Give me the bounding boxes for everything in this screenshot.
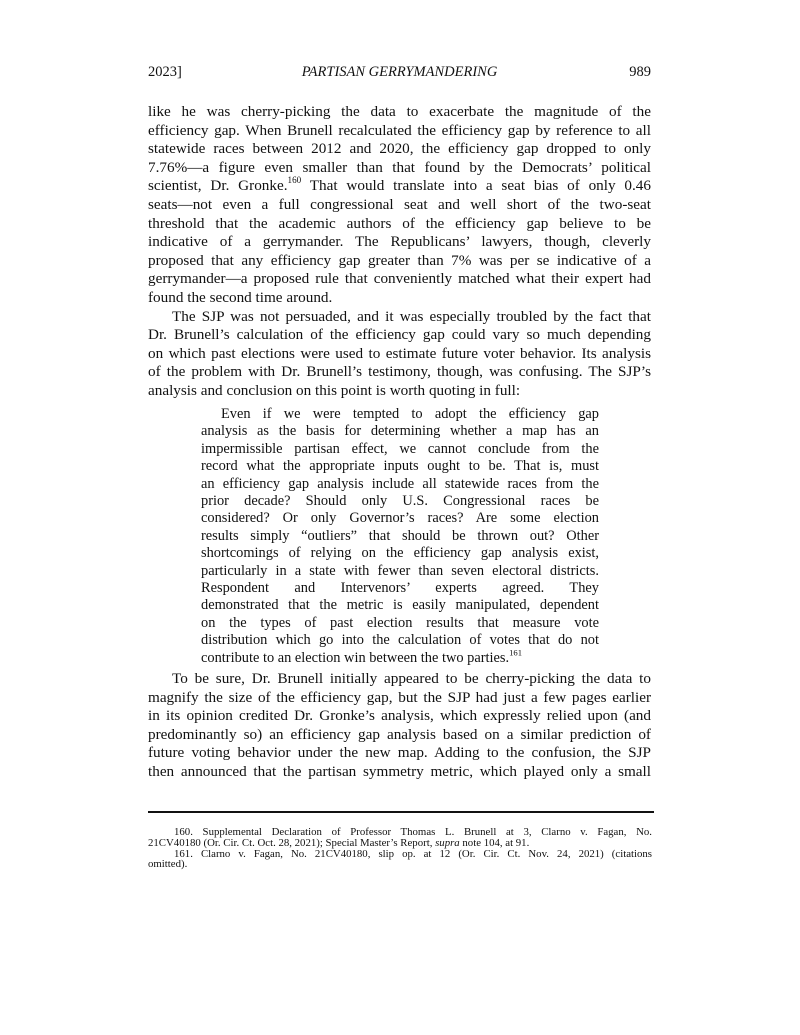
text-line: then announced that the partisan symmetry metric, which played only a small: [148, 762, 651, 780]
text-line: on which past elections were used to estimate future voter behavior. Its analysis: [148, 344, 651, 362]
text-line: efficiency gap. When Brunell recalculated the efficiency gap by reference to all: [148, 121, 651, 139]
paragraph: [148, 308, 651, 401]
text-line: particularly in a state with fewer than seven electoral districts.: [201, 562, 599, 579]
text-line: Dr. Brunell’s calculation of the efficiency gap could vary so much depending: [148, 326, 651, 344]
text-line: The SJP was not persuaded, and it was especially troubled by the fact that: [172, 307, 651, 325]
text-line: threshold that the academic authors of the efficiency gap believe to be: [148, 214, 651, 232]
text-line: gerrymander—a proposed rule that conveniently matched what their expert had: [148, 270, 651, 288]
header-volume-year: 2023]: [148, 64, 182, 80]
text-line: Respondent and Intervenors’ experts agreed. They: [201, 580, 599, 597]
text-line: an efficiency gap analysis include all statewide races from the: [201, 475, 599, 492]
text-line: future voting behavior under the new map. Adding to the confusion, the SJP: [148, 744, 651, 762]
text-line: found the second time around.: [148, 288, 333, 306]
running-header: [148, 63, 651, 81]
body-text: [148, 103, 651, 401]
text-line: To be sure, Dr. Brunell initially appeared to be cherry-picking the data to: [172, 670, 651, 687]
footnote-reference[interactable]: 160: [287, 175, 302, 186]
text-line: results simply “outliers” that should be thrown out? Other: [201, 527, 599, 544]
text-line: record what the appropriate inputs ought to be. That is, must: [201, 458, 599, 475]
text-line: proposed that any efficiency gap greater than 7% was per se indicative of a: [148, 251, 651, 269]
footnote: [148, 827, 652, 849]
text-line: analysis and conclusion on this point is worth quoting in full:: [148, 381, 521, 399]
text-line: distribution which go into the calculation of votes that do not: [201, 632, 599, 649]
text-line: 161. Clarno v. Fagan, No. 21CV40180, slip op. at 12 (Or. Cir. Ct. Nov. 24, 2021) (citations: [174, 847, 652, 860]
paragraph: [148, 103, 651, 308]
text-line: shortcomings of relying on the efficiency gap analysis exist,: [201, 545, 599, 562]
header-title: PARTISAN GERRYMANDERING: [301, 64, 498, 80]
text-line: contribute to an election win between the two parties.$^{161}$: [201, 647, 523, 666]
text-line: 160. Supplemental Declaration of Professor Thomas L. Brunell at 3, Clarno v. Fagan, No.: [174, 826, 652, 838]
quote-paragraph: [201, 406, 599, 667]
text-line: 21CV40180 (Or. Cir. Ct. Oct. 28, 2021); Special Master’s Report, supra note 104, at 91.: [148, 836, 530, 849]
footnote-divider: [148, 811, 654, 813]
body-text-continued: [148, 670, 651, 782]
text-line: impermissible partisan effect, we cannot conclude from the: [201, 440, 599, 457]
text-line: magnify the size of the efficiency gap, but the SJP had just a few pages earlier: [148, 688, 651, 706]
text-line: omitted).: [148, 858, 188, 871]
text-line: analysis as the basis for determining whether a map has an: [201, 423, 599, 440]
block-quote: [201, 406, 599, 667]
text-line: demonstrated that the metric is easily manipulated, dependent: [201, 597, 599, 614]
text-line: prior decade? Should only U.S. Congressional races be: [201, 493, 599, 510]
text-line: on the types of past election results that measure vote: [201, 614, 599, 631]
text-line: scientist, Dr. Gronke.$^{160}$ That would translate into a seat bias of only 0.46: [148, 175, 651, 195]
footnotes: [148, 827, 652, 870]
footnote: [148, 849, 652, 871]
text-line: of the problem with Dr. Brunell’s testimony, though, was confusing. The SJP’s: [148, 363, 651, 381]
italic-text: supra: [435, 836, 460, 849]
text-line: indicative of a gerrymander. The Republicans’ lawyers, though, cleverly: [148, 233, 651, 251]
page-number: 989: [629, 64, 651, 80]
text-line: considered? Or only Governor’s races? Are some election: [201, 510, 599, 527]
text-line: like he was cherry-picking the data to exacerbate the magnitude of the: [148, 103, 651, 120]
text-line: predominantly so) an efficiency gap analysis based on a similar prediction of: [148, 725, 651, 743]
footnote-reference[interactable]: 161: [509, 647, 523, 658]
text-line: statewide races between 2012 and 2020, the efficiency gap dropped to only: [148, 140, 651, 158]
text-line: seats—not even a full congressional seat and well short of the two-seat: [148, 195, 651, 213]
paragraph: [148, 670, 651, 782]
text-line: 7.76%—a figure even smaller than that found by the Democrats’ political: [148, 158, 651, 176]
text-line: Even if we were tempted to adopt the efficiency gap: [221, 406, 599, 422]
text-line: in its opinion credited Dr. Gronke’s analysis, which expressly relied upon (and: [148, 707, 651, 725]
